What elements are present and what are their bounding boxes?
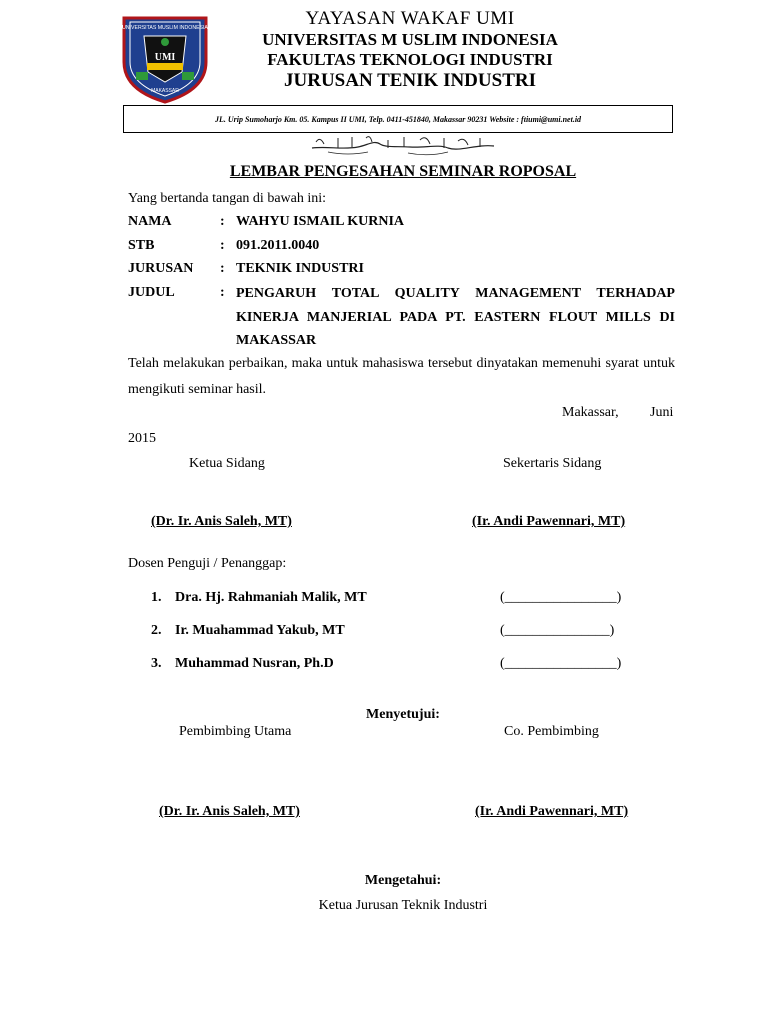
- university-logo-icon: [120, 12, 210, 104]
- date-month: Juni: [650, 405, 674, 420]
- ketua-sidang-name: (Dr. Ir. Anis Saleh, MT): [151, 514, 292, 529]
- approval-label: Menyetujui:: [366, 707, 440, 722]
- examiners-label: Dosen Penguji / Penanggap:: [128, 556, 287, 571]
- faculty-name: FAKULTAS TEKNOLOGI INDUSTRI: [267, 50, 553, 69]
- date-city: Makassar,: [562, 405, 619, 420]
- field-value-judul: PENGARUH TOTAL QUALITY MANAGEMENT TERHADAP KINERJA MANJERIAL PADA PT. EASTERN FLOUT MILLS DI MAKASSAR: [236, 286, 675, 348]
- sekretaris-sidang-label: Sekertaris Sidang: [503, 456, 602, 471]
- examiner-number: 2.: [151, 623, 162, 638]
- examiner-name: Muhammad Nusran, Ph.D: [175, 656, 334, 671]
- logo-shield-text: UMI: [154, 52, 176, 63]
- field-value-nama: WAHYU ISMAIL KURNIA: [236, 214, 405, 229]
- field-colon: :: [220, 285, 225, 300]
- sekretaris-sidang-name: (Ir. Andi Pawennari, MT): [472, 514, 626, 529]
- field-colon: :: [220, 214, 225, 229]
- examiner-name: Ir. Muahammad Yakub, MT: [175, 623, 345, 638]
- examiner-number: 1.: [151, 590, 162, 605]
- acknowledge-label: Mengetahui:: [364, 873, 442, 888]
- examiner-signature-line: (_______________): [500, 623, 615, 638]
- intro-text: Yang bertanda tangan di bawah ini:: [128, 191, 327, 206]
- bismillah-calligraphy-icon: [308, 132, 498, 158]
- examiner-number: 3.: [151, 656, 162, 671]
- logo-bottom-text: MAKASSAR: [151, 88, 179, 94]
- field-label-nama: NAMA: [128, 214, 172, 229]
- examiner-signature-line: (________________): [500, 590, 622, 605]
- field-value-stb: 091.2011.0040: [236, 238, 320, 253]
- field-colon: :: [220, 261, 225, 276]
- document-title: LEMBAR PENGESAHAN SEMINAR ROPOSAL: [229, 163, 577, 180]
- pembimbing-utama-label: Pembimbing Utama: [179, 724, 292, 739]
- department-name: JURUSAN TENIK INDUSTRI: [284, 70, 536, 91]
- address-box: [123, 105, 673, 133]
- field-value-jurusan: TEKNIK INDUSTRI: [236, 261, 364, 276]
- university-name: UNIVERSITAS M USLIM INDONESIA: [262, 30, 558, 49]
- co-pembimbing-name: (Ir. Andi Pawennari, MT): [475, 804, 629, 819]
- address-text: JL. Urip Sumoharjo Km. 05. Kampus II UMI, Telp. 0411-451840, Makassar 90231 Website : ftiumi@umi.net.id: [214, 114, 582, 124]
- examiner-name: Dra. Hj. Rahmaniah Malik, MT: [175, 590, 367, 605]
- field-label-stb: STB: [128, 238, 155, 253]
- ketua-sidang-label: Ketua Sidang: [189, 456, 265, 471]
- statement-paragraph: Telah melakukan perbaikan, maka untuk mahasiswa tersebut dinyatakan memenuhi syarat untuk mengikuti seminar hasil.: [128, 356, 675, 397]
- field-label-jurusan: JURUSAN: [128, 261, 194, 276]
- date-year: 2015: [128, 431, 156, 446]
- examiner-signature-line: (________________): [500, 656, 622, 671]
- pembimbing-utama-name: (Dr. Ir. Anis Saleh, MT): [159, 804, 300, 819]
- logo-band-text: UNIVERSITAS MUSLIM INDONESIA: [122, 25, 208, 31]
- ketua-jurusan-label: Ketua Jurusan Teknik Industri: [318, 898, 488, 913]
- field-label-judul: JUDUL: [128, 285, 175, 300]
- foundation-name: YAYASAN WAKAF UMI: [305, 8, 515, 29]
- co-pembimbing-label: Co. Pembimbing: [504, 724, 599, 739]
- field-colon: :: [220, 238, 225, 253]
